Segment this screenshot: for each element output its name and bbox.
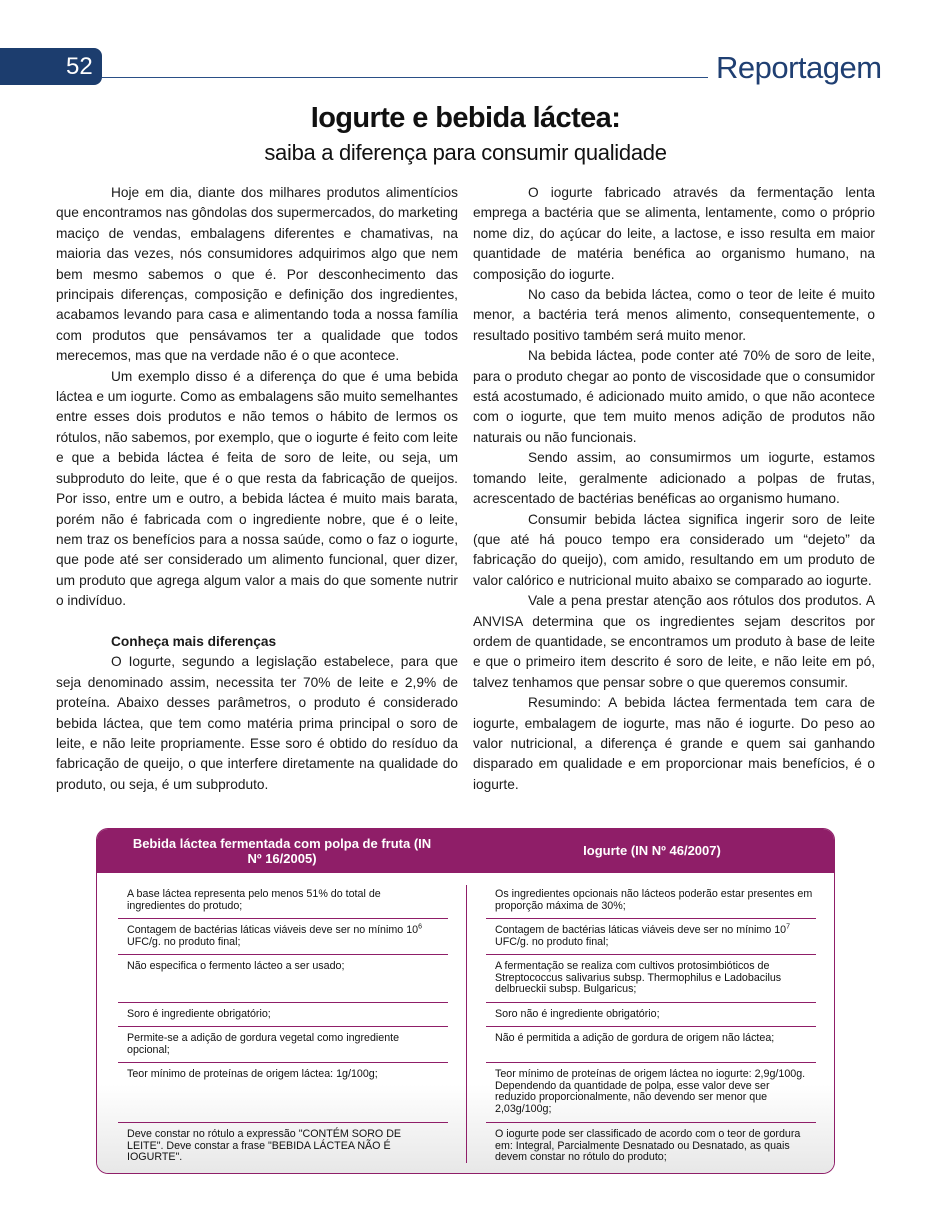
subheading: Conheça mais diferenças — [111, 633, 277, 649]
row-divider — [118, 1062, 448, 1063]
table-cell-right: Não é permitida a adição de gordura de origem não láctea; — [495, 1032, 775, 1044]
row-divider — [486, 1026, 816, 1027]
right-column — [473, 183, 875, 795]
table-cell-left: Teor mínimo de proteínas de origem láctea: 1g/100g; — [127, 1068, 378, 1080]
table-cell-right: Teor mínimo de proteínas de origem láctea no iogurte: 2,9g/100g. Dependendo da quantidade de polpa, esse valor deve ser reduzido proporcionalmente, não devendo ser menor que 2,03g/100g; — [495, 1068, 806, 1116]
table-cell-left: Soro é ingrediente obrigatório; — [127, 1008, 271, 1020]
article-title: Iogurte e bebida láctea: — [310, 102, 621, 134]
table-cell-right: A fermentação se realiza com cultivos protosimbióticos de Streptococcus salivarius subsp. Thermophilus e Ladobacilus delbrueckii subsp. Bulgaricus; — [495, 960, 782, 996]
header-rule — [102, 77, 708, 78]
column-divider — [466, 885, 467, 1163]
table-cell-left: Permite-se a adição de gordura vegetal como ingrediente opcional; — [127, 1032, 400, 1056]
table-header — [97, 829, 834, 873]
table-cell-right: Soro não é ingrediente obrigatório; — [495, 1008, 660, 1020]
table-cell-left: A base láctea representa pelo menos 51% do total de ingredientes do protudo; — [127, 888, 381, 912]
row-divider — [118, 1026, 448, 1027]
page-number-tab — [0, 48, 102, 85]
row-divider — [486, 954, 816, 955]
paragraph: O iogurte fabricado através da fermentação lenta emprega a bactéria que se alimenta, lentamente, como o próprio nome diz, do açúcar do leite, a lactose, e isso resulta em maior quantidade de matéria benéfica ao organismo humano, na composição do iogurte. — [473, 185, 875, 282]
row-divider — [118, 1002, 448, 1003]
left-column — [56, 183, 458, 795]
row-divider — [118, 918, 448, 919]
table-cell-left: Contagem de bactérias láticas viáveis deve ser no mínimo $10^6$ UFC/g. no produto final; — [127, 923, 422, 948]
row-divider — [486, 1002, 816, 1003]
paragraph: Resumindo: A bebida láctea fermentada tem cara de iogurte, embalagem de iogurte, mas não é iogurte. Do peso ao valor nutricional, a diferença é grande e quem sai ganhando disparado em qualidade e em proporcionar mais benefícios, é o iogurte. — [473, 695, 875, 792]
row-divider — [118, 954, 448, 955]
paragraph: Hoje em dia, diante dos milhares produtos alimentícios que encontramos nas gôndolas dos supermercados, do marketing maciço de vendas, embalagens diferentes e chamativas, na maioria das vezes, nós consumidores adquirimos algo que nem bem mesmo sabemos o que é. Por desconhecimento das principais diferenças, composição e definição dos ingredientes, acabamos levando para casa e alimentando toda a nossa família com produtos que pensávamos ter a qualidade que todos merecemos, mas que na verdade não é o que acontece. — [56, 185, 458, 364]
row-divider — [486, 1062, 816, 1063]
comparison-table — [96, 828, 835, 1174]
table-cell-right: O iogurte pode ser classificado de acordo com o teor de gordura em: Integral, Parcialmente Desnatado ou Desnatado, as quais devem constar no rótulo do produto; — [495, 1128, 801, 1164]
table-cell-right: Contagem de bactérias láticas viáveis deve ser no mínimo $10^7$ UFC/g. no produto final; — [495, 923, 790, 948]
paragraph: O Iogurte, segundo a legislação estabelece, para que seja denominado assim, necessita ter 70% de leite e 2,9% de proteína. Abaixo desses parâmetros, o produto é considerado bebida láctea, que tem como matéria prima principal o soro de leite, e não leite propriamente. Esse soro é obtido do resíduo da fabricação de queijo, o que interfere diretamente na qualidade do produto, ou seja, é um subproduto. — [56, 654, 458, 792]
section-name: Reportagem — [716, 50, 882, 85]
article-subtitle: saiba a diferença para consumir qualidade — [264, 140, 667, 165]
page-number: 52 — [66, 53, 93, 80]
row-divider — [486, 918, 816, 919]
paragraph: Na bebida láctea, pode conter até 70% de soro de leite, para o produto chegar ao ponto de viscosidade que o consumidor está acostumado, é adicionado muito amido, o que não acontece com o iogurte, que tem muito menos adição de produtos não naturais ou não funcionais. — [473, 348, 875, 445]
table-cell-right: Os ingredientes opcionais não lácteos poderão estar presentes em proporção máxima de 30%; — [495, 888, 813, 912]
paragraph: Sendo assim, ao consumirmos um iogurte, estamos tomando leite, geralmente adicionado a polpas de frutas, acrescentado de bactérias benéficas ao organismo humano. — [473, 450, 875, 507]
row-divider — [118, 1122, 448, 1123]
row-divider — [486, 1122, 816, 1123]
header-iogurte: Iogurte (IN Nº 46/2007) — [583, 843, 721, 858]
paragraph: Um exemplo disso é a diferença do que é uma bebida láctea e um iogurte. Como as embalagens são muito semelhantes entre esses dois produtos e não temos o hábito de lermos os rótulos, não sabemos, por exemplo, que o iogurte é feito com leite e que a bebida láctea é feita de soro de leite, ou seja, um subproduto do leite, que é o que resta da fabricação de queijos. Por isso, entre um e outro, a bebida láctea é muito mais barata, porém não é fabricada com o ingrediente nobre, que é o leite, nem traz os benefícios para a nossa saúde, como o faz o iogurte, que pode até ser considerado um alimento funcional, quer dizer, um produto que agrega algum valor a mais do que somente nutrir o indivíduo. — [56, 368, 458, 609]
table-cell-left: Não especifica o fermento lácteo a ser usado; — [127, 960, 345, 972]
table-cell-left: Deve constar no rótulo a expressão "CONTÉM SORO DE LEITE". Deve constar a frase "BEBIDA LÁCTEA NÃO É IOGURTE". — [127, 1128, 402, 1164]
header-bebida-lactea: Bebida láctea fermentada com polpa de fruta (IN Nº 16/2005) — [132, 836, 432, 866]
paragraph: Vale a pena prestar atenção aos rótulos dos produtos. A ANVISA determina que os ingredientes sejam descritos por ordem de quantidade, se encontramos um produto à base de leite e que o primeiro item descrito é soro de leite, e não leite em pó, talvez tenhamos que pensar sobre o que queremos consumir. — [473, 593, 875, 690]
paragraph: Consumir bebida láctea significa ingerir soro de leite (que até há pouco tempo era considerado um “dejeto” da fabricação do queijo), com amido, resultando em um produto de valor calórico e nutricional muito abaixo se comparado ao iogurte. — [473, 511, 875, 588]
paragraph: No caso da bebida láctea, como o teor de leite é muito menor, a bactéria terá menos alimento, consequentemente, o resultado positivo também será muito menor. — [473, 287, 875, 343]
